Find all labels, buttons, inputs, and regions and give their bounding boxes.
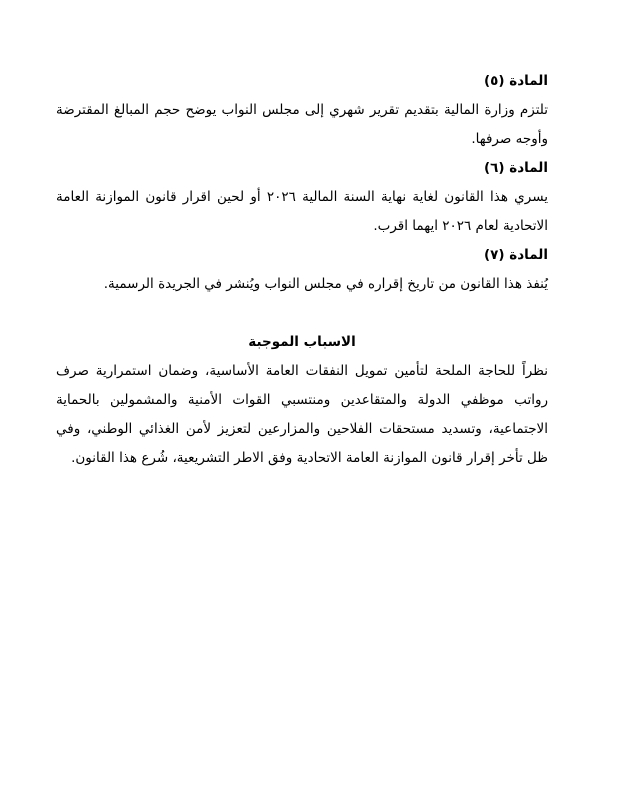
reasons-section-body: نظراً للحاجة الملحة لتأمين تمويل النفقات العامة الأساسية، وضمان استمرارية صرف رواتب موظفي الدولة والمتقاعدين ومنتسبي القوات الأمنية والمشمولين بالحماية الاجتماعية، وتسديد مستحقات الفلاحين والمزارعين لتعزيز لأمن الغذائي الوطني، وفي ظل تأخر إقرار قانون الموازنة العامة الاتحادية وفق الاطر التشريعية، شُرع هذا القانون. (56, 363, 548, 466)
document-content (56, 67, 548, 473)
article-5-heading: المادة (٥) (483, 73, 548, 89)
article-6-body: يسري هذا القانون لغاية نهاية السنة المالية ٢٠٢٦ أو لحين اقرار قانون الموازنة العامة الاتحادية لعام ٢٠٢٦ ايهما اقرب. (56, 189, 548, 234)
article-7-heading: المادة (٧) (483, 247, 548, 263)
article-7-body: يُنفذ هذا القانون من تاريخ إقراره في مجلس النواب ويُنشر في الجريدة الرسمية. (103, 276, 548, 292)
article-5-body: تلتزم وزارة المالية بتقديم تقرير شهري إلى مجلس النواب يوضح حجم المبالغ المقترضة وأوجه صرفها. (56, 102, 548, 147)
reasons-section-heading: الاسباب الموجبة (248, 334, 356, 350)
article-6-heading: المادة (٦) (483, 160, 548, 176)
